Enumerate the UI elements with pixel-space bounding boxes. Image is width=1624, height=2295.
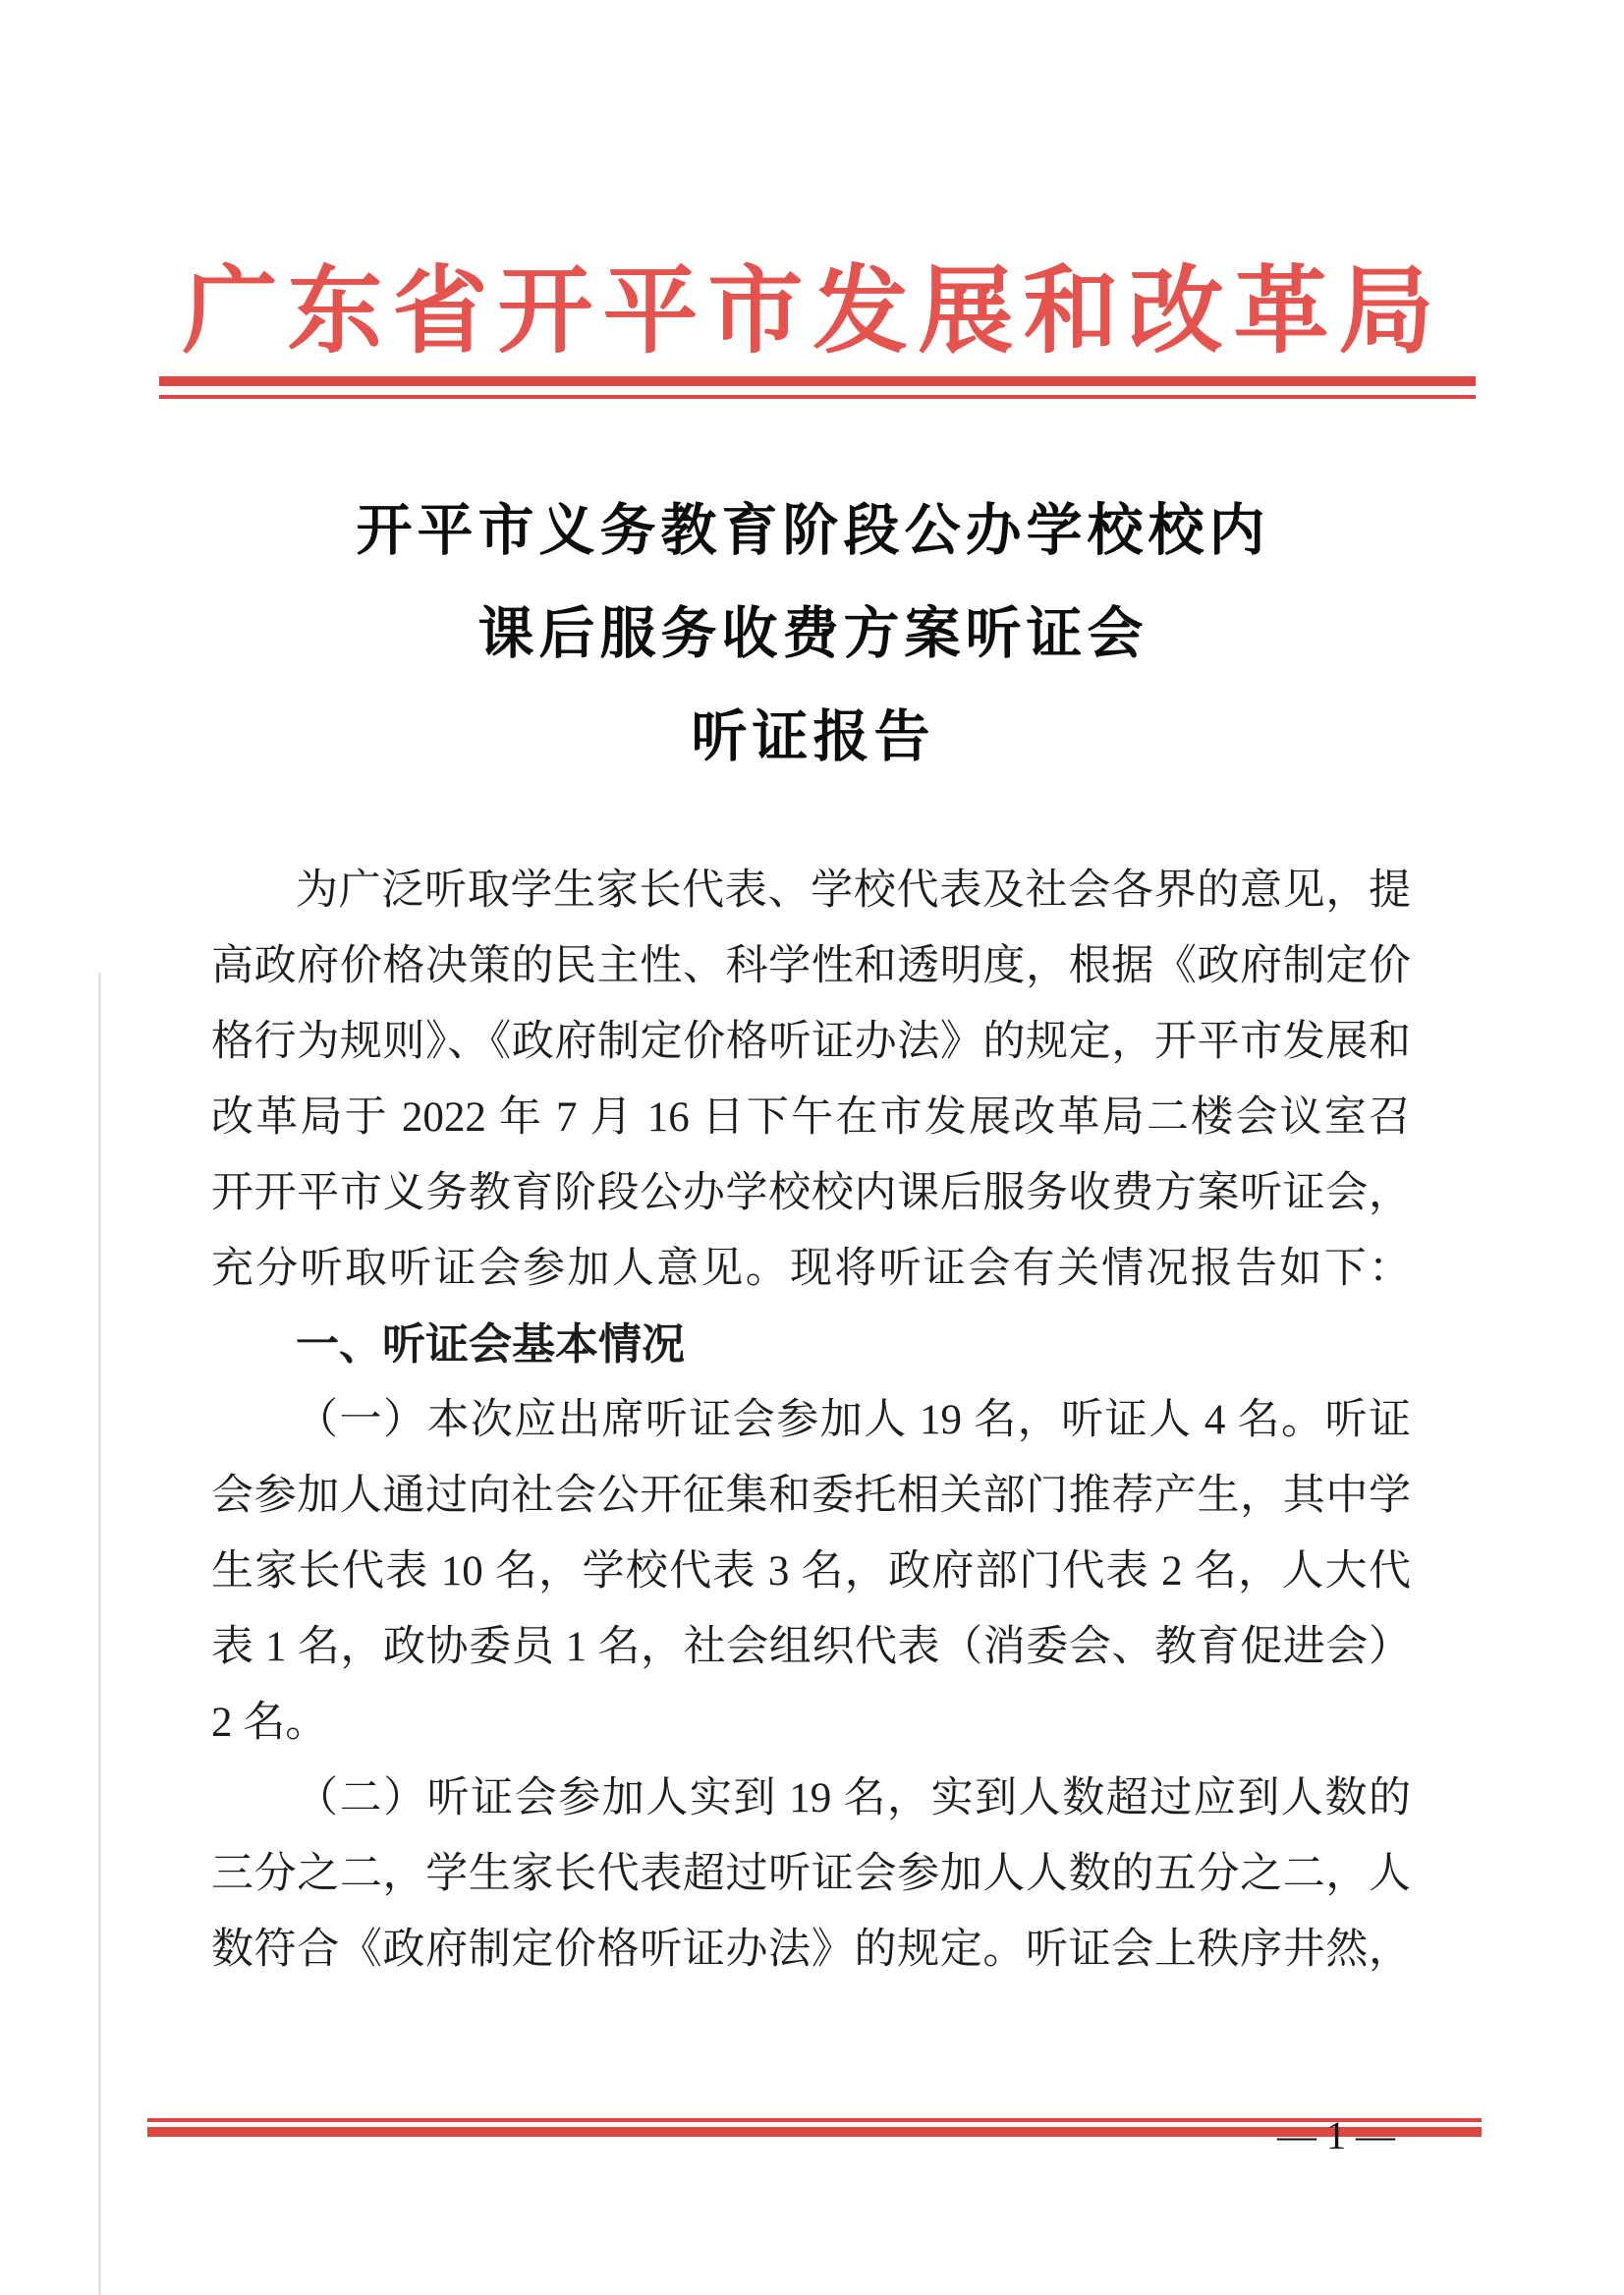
page-number: — 1 — [1277,2113,1395,2157]
body-line: （一）本次应出席听证会参加人 19 名，听证人 4 名。听证 [296,1397,1411,1443]
body-line: 表 1 名，政协委员 1 名，社会组织代表（消委会、教育促进会） [211,1624,1411,1670]
top-rule-thick [159,376,1476,386]
doc-title-line-1: 开平市义务教育阶段公办学校校内 [356,500,1270,562]
body-line: 生家长代表 10 名，学校代表 3 名，政府部门代表 2 名，人大代 [211,1548,1411,1595]
top-rule-thin [159,395,1476,399]
body-line: 高政府价格决策的民主性、科学性和透明度，根据《政府制定价 [211,943,1411,989]
body-line: 为广泛听取学生家长代表、学校代表及社会各界的意见，提 [296,868,1411,914]
body-line: （二）听证会参加人实到 19 名，实到人数超过应到人数的 [296,1775,1411,1821]
body-line: 三分之二，学生家长代表超过听证会参加人人数的五分之二，人 [211,1851,1411,1897]
top-double-rule [159,376,1476,399]
body-line: 改革局于 2022 年 7 月 16 日下午在市发展改革局二楼会议室召 [211,1094,1411,1141]
body-line: 数符合《政府制定价格听证办法》的规定。听证会上秩序井然， [211,1927,1411,1973]
body-line: 会参加人通过向社会公开征集和委托相关部门推荐产生，其中学 [211,1473,1411,1519]
body-line: 开开平市义务教育阶段公办学校校内课后服务收费方案听证会， [211,1170,1411,1216]
doc-title-line-2: 课后服务收费方案听证会 [477,603,1148,665]
doc-title-line-3: 听证报告 [691,706,935,768]
document-title [147,479,1479,789]
body-line: 2 名。 [211,1700,328,1746]
agency-header: 广东省开平市发展和改革局 [182,259,1444,364]
body-line: 充分听取听证会参加人意见。现将听证会有关情况报告如下： [211,1246,1411,1292]
body-line: 格行为规则》、《政府制定价格听证办法》的规定，开平市发展和 [211,1019,1411,1065]
section-heading: 一、听证会基本情况 [296,1320,685,1369]
document-body [211,853,1411,1987]
scan-edge-artifact [98,973,101,2295]
